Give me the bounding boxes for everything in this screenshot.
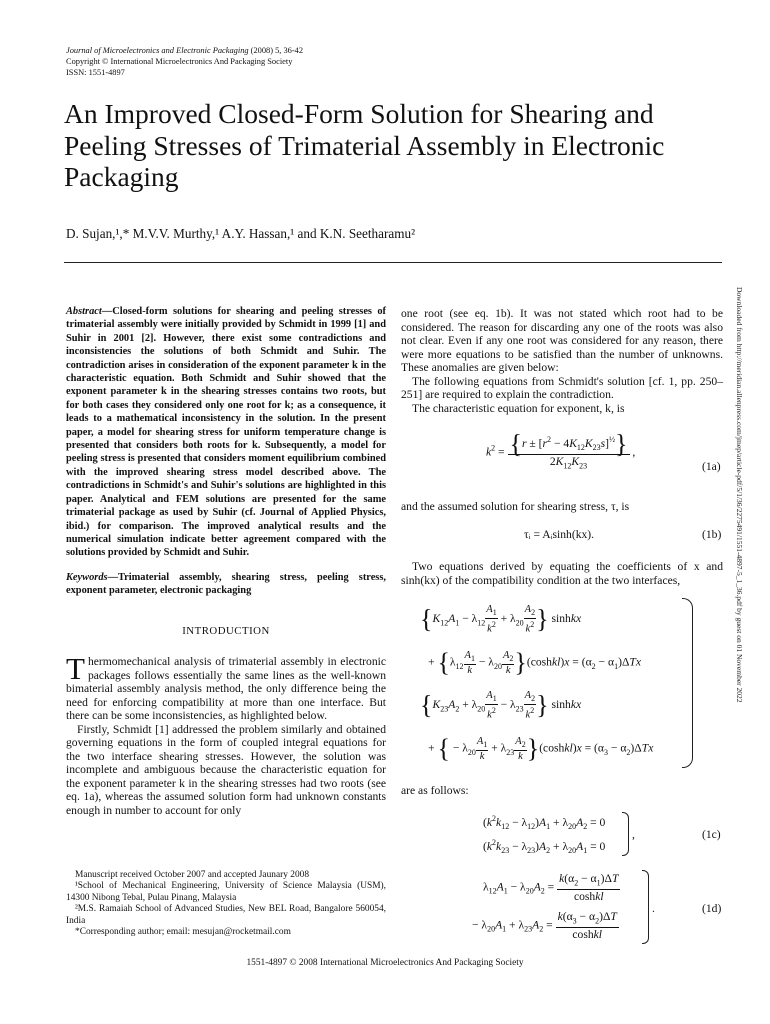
right-paragraph-4: and the assumed solution for shearing stress, τ, is (401, 500, 630, 513)
author-list: D. Sujan,¹,* M.V.V. Murthy,¹ A.Y. Hassan,¹ and K.N. Seetharamu² (66, 226, 416, 241)
equation-1d-period: . (652, 902, 655, 915)
compat-eq-4: + { − $\lambda_{20}$ $\frac{A_1}{k}$ + $\lambda_{23}$ $\frac{A_2}{k}$ }(coshkl)x = $(\alpha_3 - \alpha_2)\Delta Tx$ (428, 734, 654, 763)
right-column-text-2 (401, 500, 723, 514)
equation-1d-line-1: $\lambda_{12}A_1 - \lambda_{20}A_2$ = $\frac{k(\alpha_2 - \alpha_1)\Delta T}{\text{coshkl}}$ (483, 872, 619, 904)
equation-1c-line-1: $(k^2k_{12} - \lambda_{12})A_1 + \lambda_{20}A_2 = 0$ (483, 814, 606, 832)
keywords (66, 571, 386, 598)
system-brace (682, 598, 693, 768)
right-paragraph-1: one root (see eq. 1b). It was not stated which root had to be considered. The reason for discarding any one of the roots was also not clear. Even if any one root was considered for any reason, there were more equations to be satisfied than the number of unknowns. These anomalies are given below: (401, 307, 723, 375)
corresponding-author: *Corresponding author; email: mesujan@rocketmail.com (75, 927, 291, 938)
keywords-text: —Trimaterial assembly, shearing stress, peeling stress, exponent parameter, electronic packaging (66, 572, 386, 597)
title-divider (64, 262, 722, 263)
equation-1d-line-2: − $\lambda_{20}A_1 + \lambda_{23}A_2$ = $\frac{k(\alpha_3 - \alpha_2)\Delta T}{\text{coshkl}}$ (472, 910, 617, 942)
manuscript-received: Manuscript received October 2007 and accepted Jaunary 2008 (75, 870, 310, 880)
journal-name: Journal of Microelectronics and Electronic Packaging (66, 46, 249, 55)
page-footer: 1551-4897 © 2008 International Microelectronics And Packaging Society (246, 958, 524, 968)
keywords-label: Keywords (66, 572, 108, 583)
affiliation-1: ¹School of Mechanical Engineering, University of Science Malaysia (USM), 14300 Nibong Tebal, Pulau Pinang, Malaysia (66, 881, 386, 903)
section-heading-introduction: INTRODUCTION (182, 625, 270, 637)
paper-title: An Improved Closed-Form Solution for Shearing and Peeling Stresses of Trimaterial Assembly in Electronic Packaging (64, 98, 665, 192)
drop-cap: T (66, 651, 85, 686)
download-watermark[interactable]: Downloaded from http://meridian.allenpress.com/jmep/article-pdf/5/1/36/2275491/1551-4897-5_1_36.pdf by guest on 01 November 2022 (735, 287, 744, 703)
right-column-text-4 (401, 784, 723, 798)
equation-number-1d: (1d) (702, 902, 722, 915)
right-paragraph-2: The following equations from Schmidt's solution [cf. 1, pp. 250–251] are required to explain the contradiction. (401, 374, 723, 402)
copyright-line: Copyright © International Microelectronics And Packaging Society (66, 57, 293, 66)
equation-1a: $k^2$ = $\frac{\{r \pm [r^2 - 4K_{12}K_{23}s]^{\frac{1}{2}}\}}{2K_{12}K_{23}}$ , (486, 429, 636, 471)
footnotes (66, 870, 386, 938)
compat-eq-3: {$K_{23}A_2 + \lambda_{20}$ $\frac{A_1}{k^2}$ − $\lambda_{23}$ $\frac{A_2}{k^2}$ } sinhkx (420, 690, 582, 721)
compat-eq-1: {$K_{12}A_1 - \lambda_{12}$ $\frac{A_1}{k^2}$ + $\lambda_{20}$ $\frac{A_2}{k^2}$ } sinhkx (420, 604, 582, 635)
equation-1c-line-2: $(k^2k_{23} - \lambda_{23})A_2 + \lambda_{20}A_1 = 0$ (483, 838, 606, 856)
equation-number-1c: (1c) (702, 828, 721, 841)
equation-1c-comma: , (632, 828, 635, 841)
equation-1d-brace (642, 870, 649, 944)
journal-header (66, 45, 303, 78)
right-paragraph-6: are as follows: (401, 784, 469, 797)
issn-line: ISSN: 1551-4897 (66, 68, 125, 77)
equation-1b: τᵢ = Aᵢsinh(kx). (524, 528, 595, 541)
affiliation-2: ²M.S. Ramaiah School of Advanced Studies, New BEL Road, Bangalore 560054, India (66, 904, 386, 926)
intro-paragraph-1: hermomechanical analysis of trimaterial assembly in electronic packages follows essentially the same lines as the well-known bimaterial assembly analysis method, the only difference being the need for enforcing compatibility at more than one interface. But there can be some inconsistencies, as highlighted below. (66, 655, 386, 723)
intro-paragraph-2: Firstly, Schmidt [1] addressed the problem similarly and obtained governing equations in the form of coupled integral equations for the two interface shearing stresses. However, the solution was incomplete and ambiguous because the characteristic equation for the exponent parameter k in the shearing stresses had two roots (see eq. 1a), whereas the assumed solution form had unknown constants enough in number to account for only (66, 722, 386, 818)
equation-1c-brace (622, 812, 629, 856)
introduction-body (66, 651, 386, 818)
journal-volume: (2008) 5, 36-42 (248, 46, 304, 55)
compat-eq-2: + {$\lambda_{12}$ $\frac{A_1}{k}$ − $\lambda_{20}$ $\frac{A_2}{k}$ }(coshkl)x = $(\alpha_2 - \alpha_1)\Delta Tx$ (428, 648, 642, 677)
right-column-text-3 (401, 560, 723, 587)
abstract-text: —Closed-form solutions for shearing and peeling stresses of trimaterial assembly were initially provided by Schmidt in 1999 [1] and Suhir in 2001 [2]. However, there exist some contradictions and inconsistencies the solutions of both Schmidt and Suhir. The contradiction arises in consideration of the exponent parameter k in the characteristic equation. Both Schmidt and Suhir showed that the exponent parameter k in the shearing stresses contains two roots, but for both cases they considered only one root for k; as a consequence, it leads to a mathematical inconsistency in the solution. In the present paper, a model for shearing stress for uniform temperature change is presented that considers both roots for k. Subsequently, a model for peeling stress is presented that considers moment equilibrium combined with the improved shearing stress model described above. The contradictions in Schmidt's and Suhir's solutions are highlighted in this paper. Analytical and FEM solutions are presented for the same trimaterial package as used by Suhir (cf. Journal of Applied Physics, ibid.) for comparison. The improved analytical results and the numerical simulation indicate better agreement compared with the solutions provided by Schmidt and Suhir. (66, 306, 386, 559)
equation-number-1a: (1a) (702, 460, 721, 473)
right-paragraph-3: The characteristic equation for exponent, k, is (412, 401, 625, 415)
abstract-label: Abstract (66, 306, 102, 317)
right-paragraph-5: Two equations derived by equating the coefficients of x and sinh(kx) of the compatibility condition at the two interfaces, (401, 560, 723, 587)
equation-number-1b: (1b) (702, 528, 722, 541)
right-column-text-1 (401, 307, 723, 415)
abstract (66, 305, 386, 560)
